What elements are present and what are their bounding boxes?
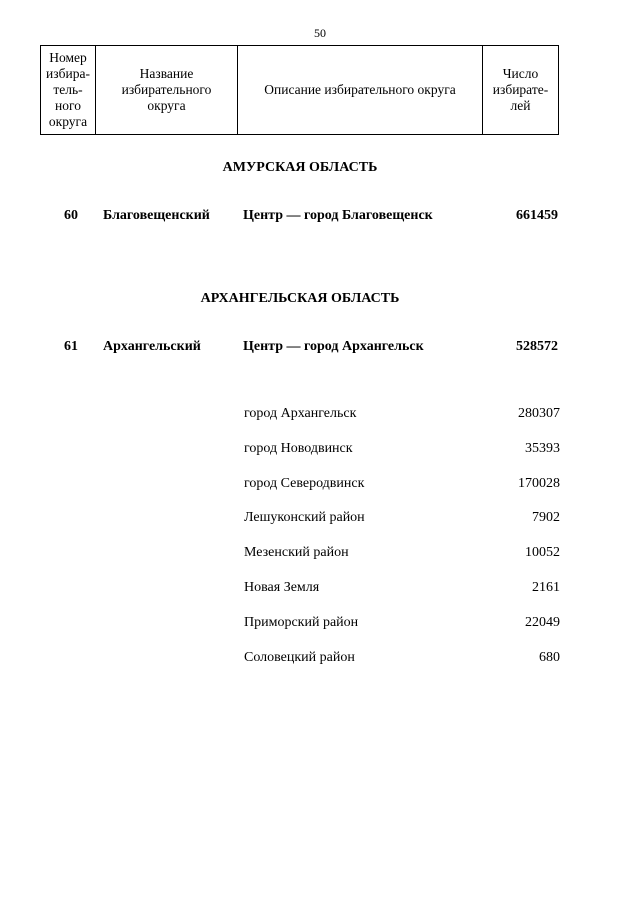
subdivision-voters: 10052 — [525, 545, 560, 561]
list-item — [0, 545, 640, 580]
list-item — [0, 510, 640, 545]
district-description: Центр — город Благовещенск — [243, 208, 433, 223]
list-item — [0, 406, 640, 441]
header-district-number: Номер избира- тель- ного округа — [41, 46, 96, 135]
list-item — [0, 476, 640, 511]
subdivision-name: Приморский район — [244, 614, 359, 630]
district-voters: 661459 — [516, 208, 558, 223]
district-row — [0, 208, 640, 228]
district-name: Архангельский — [103, 339, 201, 354]
column-header-table — [40, 45, 559, 135]
subdivision-voters: 680 — [539, 649, 560, 665]
district-description: Центр — город Архангельск — [243, 339, 424, 354]
header-voter-count: Число избирате- лей — [483, 46, 559, 135]
subdivision-name: город Новодвинск — [244, 440, 353, 456]
list-item — [0, 580, 640, 615]
subdivision-name: город Северодвинск — [244, 475, 365, 491]
list-item — [0, 650, 640, 685]
subdivision-voters: 280307 — [518, 406, 560, 421]
subdivision-voters: 22049 — [525, 614, 560, 630]
subdivision-name: Новая Земля — [244, 579, 320, 595]
header-district-description: Описание избирательного округа — [238, 46, 483, 135]
subdivision-name: Соловецкий район — [244, 649, 355, 665]
list-item — [0, 441, 640, 476]
header-district-name: Название избирательного округа — [96, 46, 238, 135]
region-title: АМУРСКАЯ ОБЛАСТЬ — [222, 160, 378, 175]
district-number: 61 — [64, 339, 78, 354]
subdivision-name: город Архангельск — [244, 406, 357, 421]
subdivision-list — [0, 406, 640, 684]
region-title: АРХАНГЕЛЬСКАЯ ОБЛАСТЬ — [200, 291, 400, 306]
page-number: 50 — [314, 26, 326, 40]
district-name: Благовещенский — [103, 208, 210, 223]
district-row — [0, 339, 640, 359]
subdivision-voters: 7902 — [532, 510, 560, 526]
subdivision-name: Лешуконский район — [244, 510, 365, 526]
list-item — [0, 615, 640, 650]
district-voters: 528572 — [516, 339, 558, 354]
subdivision-voters: 170028 — [518, 475, 560, 491]
subdivision-voters: 35393 — [525, 440, 560, 456]
subdivision-voters: 2161 — [532, 579, 560, 595]
subdivision-name: Мезенский район — [244, 545, 349, 561]
district-number: 60 — [64, 208, 78, 223]
